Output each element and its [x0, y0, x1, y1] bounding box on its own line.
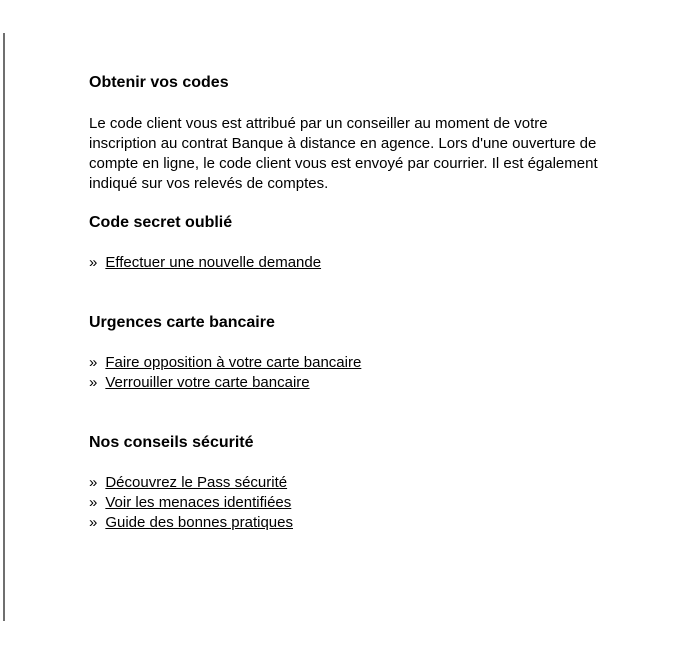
vertical-divider	[3, 33, 5, 621]
help-section-urgences-carte-bancaire	[89, 313, 654, 393]
paragraph-line: inscription au contrat Banque à distance en agence. Lors d'une ouverture de	[89, 135, 597, 152]
section-heading: Obtenir vos codes	[89, 74, 229, 91]
paragraph-line: Le code client vous est attribué par un conseiller au moment de votre	[89, 115, 548, 132]
help-section-nos-conseils-securite	[89, 433, 654, 533]
paragraph-line: indiqué sur vos relevés de comptes.	[89, 175, 329, 192]
section-heading: Code secret oublié	[89, 214, 233, 231]
paragraph-line: compte en ligne, le code client vous est envoyé par courrier. Il est également	[89, 155, 598, 172]
link-list	[89, 253, 654, 273]
section-heading: Nos conseils sécurité	[89, 434, 254, 451]
link-verrouiller-votre-carte-bancaire[interactable]: Verrouiller votre carte bancaire	[105, 374, 310, 391]
list-item	[89, 493, 654, 513]
help-section-code-secret-oublie	[89, 213, 654, 273]
double-chevron-icon: »	[89, 354, 98, 371]
link-voir-les-menaces-identifiees[interactable]: Voir les menaces identifiées	[105, 494, 292, 511]
help-section-obtenir-vos-codes	[89, 73, 654, 194]
list-item	[89, 513, 654, 533]
double-chevron-icon: »	[89, 374, 98, 391]
list-item	[89, 253, 654, 273]
link-effectuer-une-nouvelle-demande[interactable]: Effectuer une nouvelle demande	[105, 254, 322, 271]
link-guide-des-bonnes-pratiques[interactable]: Guide des bonnes pratiques	[105, 514, 293, 531]
list-item	[89, 353, 654, 373]
help-content	[89, 73, 654, 533]
double-chevron-icon: »	[89, 474, 98, 491]
link-faire-opposition-a-votre-carte-bancaire[interactable]: Faire opposition à votre carte bancaire	[105, 354, 362, 371]
link-list	[89, 353, 654, 393]
link-list	[89, 473, 654, 533]
link-decouvrez-le-pass-securite[interactable]: Découvrez le Pass sécurité	[105, 474, 288, 491]
section-paragraph	[89, 114, 654, 194]
list-item	[89, 473, 654, 493]
double-chevron-icon: »	[89, 494, 98, 511]
section-heading: Urgences carte bancaire	[89, 314, 275, 331]
list-item	[89, 373, 654, 393]
double-chevron-icon: »	[89, 514, 98, 531]
double-chevron-icon: »	[89, 254, 98, 271]
